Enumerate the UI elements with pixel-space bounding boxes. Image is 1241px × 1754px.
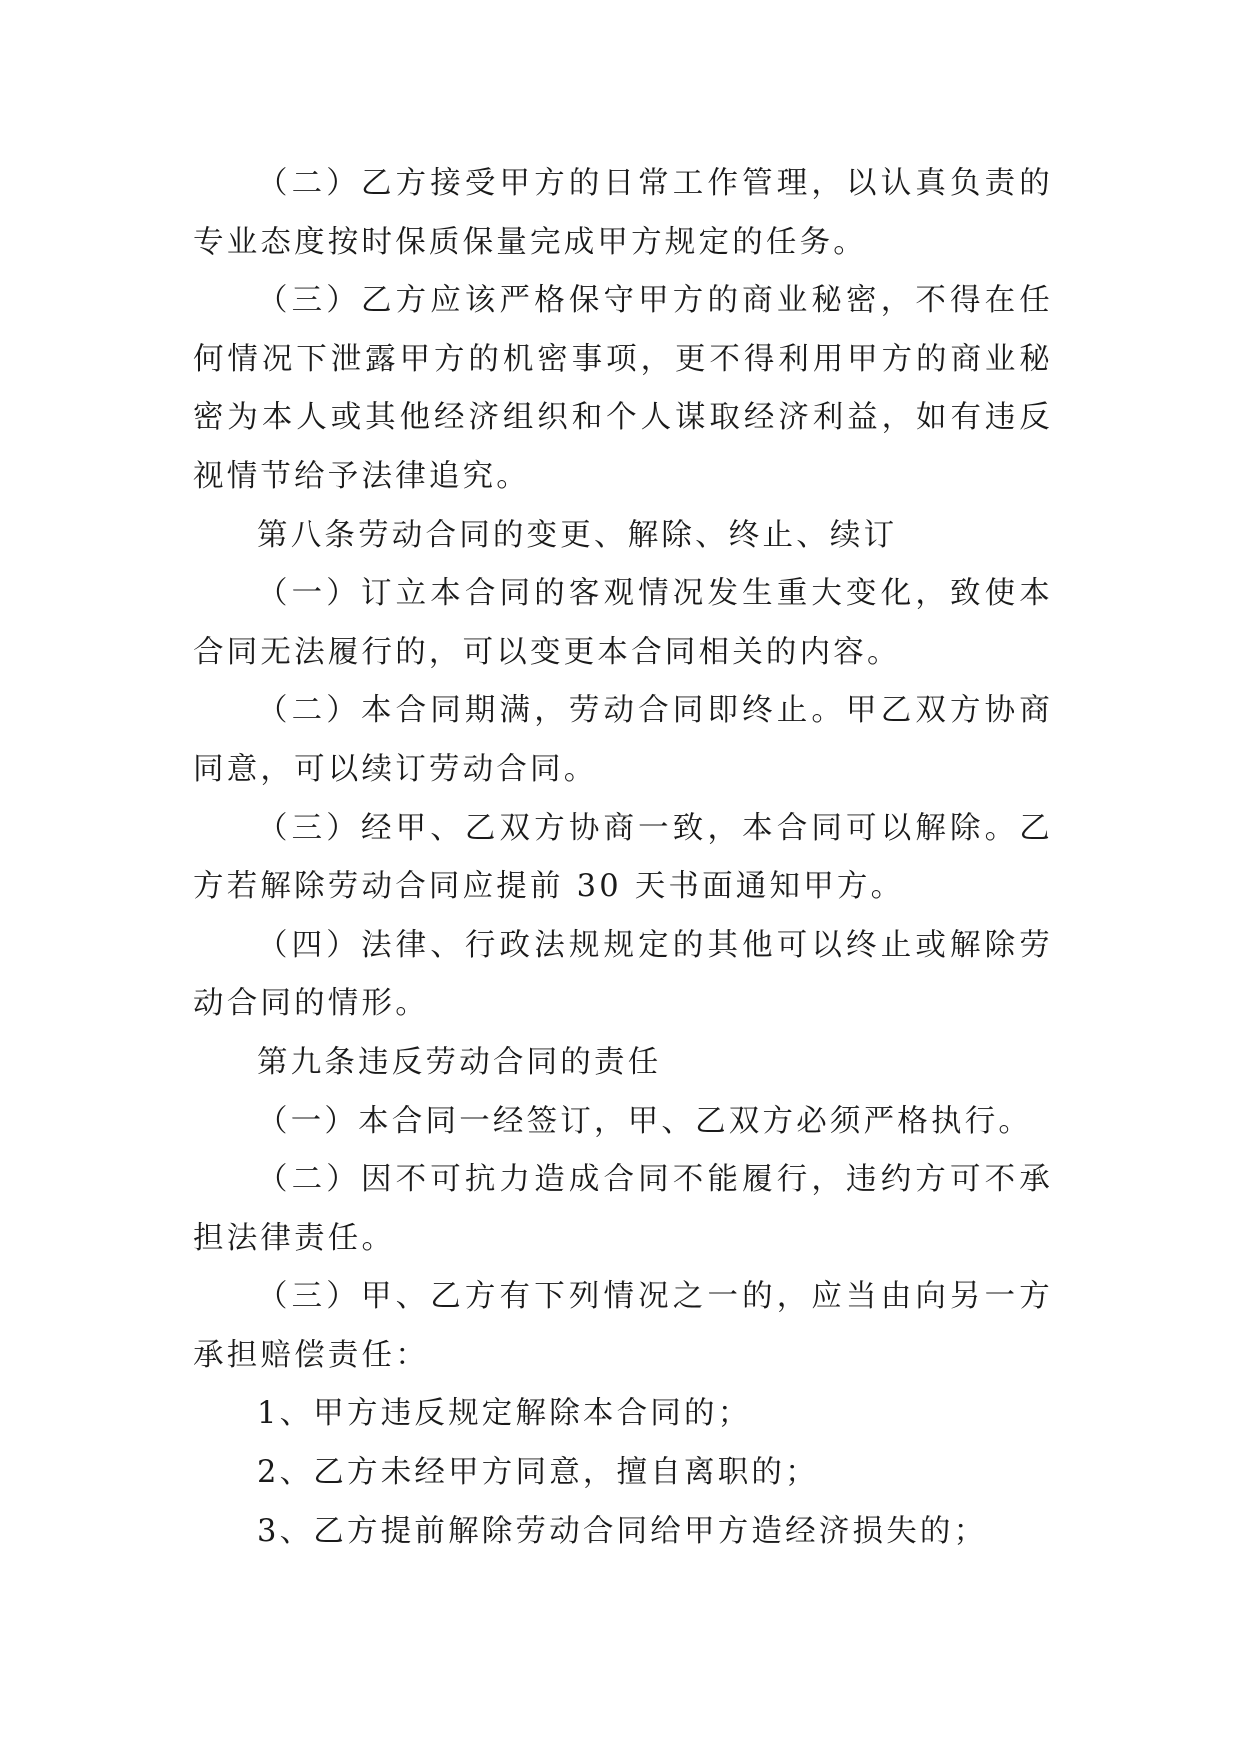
article-8-item-4: （四）法律、行政法规规定的其他可以终止或解除劳动合同的情形。 (193, 927, 1053, 1022)
article-9-item-2: （二）因不可抗力造成合同不能履行，违约方可不承担法律责任。 (193, 1162, 1053, 1256)
article-8-item-1: （一）订立本合同的客观情况发生重大变化，致使本合同无法履行的，可以变更本合同相关的内容。 (193, 576, 1053, 670)
paragraph-3-confidentiality: （三）乙方应该严格保守甲方的商业秘密，不得在任何情况下泄露甲方的机密事项，更不得利用甲方的商业秘密为本人或其他经济组织和个人谋取经济利益，如有违反视情节给予法律追究。 (193, 283, 1053, 494)
compensation-case-3: 3、乙方提前解除劳动合同给甲方造经济损失的； (257, 1513, 988, 1549)
paragraph-2-daily-management: （二）乙方接受甲方的日常工作管理，以认真负责的专业态度按时保质保量完成甲方规定的任务。 (193, 166, 1053, 260)
article-8-heading: 第八条劳动合同的变更、解除、终止、续订 (257, 517, 898, 553)
article-9-item-1: （一）本合同一经签订，甲、乙双方必须严格执行。 (257, 1103, 1033, 1139)
compensation-case-1: 1、甲方违反规定解除本合同的； (257, 1396, 752, 1432)
document-body (193, 155, 1053, 1561)
compensation-case-2: 2、乙方未经甲方同意，擅自离职的； (257, 1455, 819, 1491)
article-8-item-2: （二）本合同期满，劳动合同即终止。甲乙双方协商同意，可以续订劳动合同。 (193, 693, 1053, 787)
article-9-heading: 第九条违反劳动合同的责任 (257, 1044, 662, 1080)
article-9-item-3: （三）甲、乙方有下列情况之一的，应当由向另一方承担赔偿责任： (193, 1279, 1053, 1373)
article-8-item-3: （三）经甲、乙双方协商一致，本合同可以解除。乙方若解除劳动合同应提前 30 天书面通知甲方。 (193, 810, 1053, 905)
